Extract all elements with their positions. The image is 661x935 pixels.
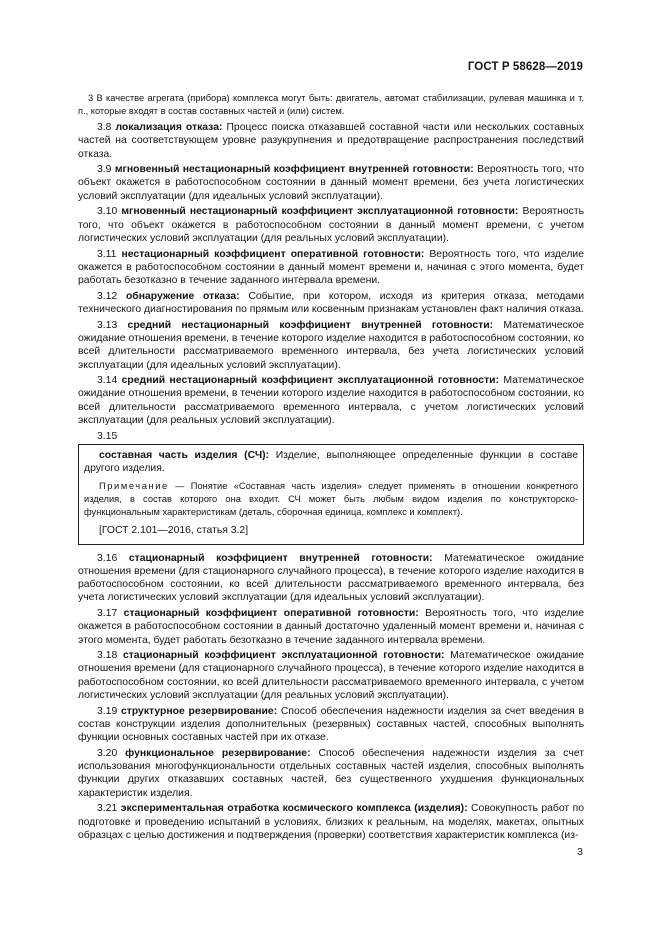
term-definition: Вероятность того, что изделие окажется в работоспособном состоянии в данный момент времени и, начиная с этого момента, будет работать безотказно в течение заданного интервала времени. xyxy=(78,248,584,287)
term-title: обнаружение отказа: xyxy=(125,290,240,302)
term-definition: Математическое ожидание отношения времени (для стационарного случайного процесса), в течение которого изделие находится в работоспособном состоянии, ко всей длительности рассматриваемого временного интервала, без учета логистических условий эксплуатации (для идеальных условий эксплуатации). xyxy=(78,552,584,604)
term-title: локализация отказа: xyxy=(115,122,223,133)
term-number: 3.20 xyxy=(97,747,118,759)
boxed-note xyxy=(84,480,578,518)
page-number: 3 xyxy=(577,846,583,858)
term-entry xyxy=(78,607,584,647)
term-title: нестационарный коэффициент оперативной готовности: xyxy=(121,248,425,260)
term-number: 3.19 xyxy=(97,705,118,717)
source-reference: [ГОСТ 2.101—2016, статья 3.2] xyxy=(99,525,249,537)
term-number: 3.10 xyxy=(97,206,118,218)
term-number: 3.13 xyxy=(97,319,118,331)
term-title: экспериментальная отработка космического комплекса (изделия): xyxy=(120,803,468,815)
definition-box xyxy=(78,444,584,545)
term-definition: Вероятность того, что объект окажется в работоспособном состоянии в данный момент времени, с учетом логистических условий эксплуатации (для реальных условий эксплуатации). xyxy=(78,206,584,244)
term-definition: Вероятность того, что объект окажется в работоспособном состоянии в данный момент времени, без учета логистических условий эксплуатации (для идеальных условий эксплуатации). xyxy=(78,164,584,202)
note-label: Примечание xyxy=(99,481,169,492)
term-title: функциональное резервирование: xyxy=(125,747,311,759)
term-title: стационарный коэффициент оперативной готовности: xyxy=(123,607,419,619)
term-entry xyxy=(78,552,584,605)
term-entry xyxy=(78,121,584,161)
term-number: 3.11 xyxy=(97,248,117,260)
term-entry xyxy=(78,319,584,372)
term-definition: Вероятность того, что изделие окажется в работоспособном состоянии в данный достаточно удаленный момент времени и, начиная с этого момента, будет работать безотказно в течение заданного интервала времени. xyxy=(78,607,584,646)
term-title: структурное резервирование: xyxy=(120,705,278,717)
term-definition: Математическое ожидание отношения времени, в течение которого изделие находится в работоспособном состоянии, ко всей длительности рассматриваемого временного интервала, без учета логистических условий эксплуатации (для идеальных условий эксплуатации). xyxy=(78,319,585,371)
term-entry xyxy=(78,290,584,317)
term-definition: Математическое ожидание отношения времени, в течении которого изделие находится в работоспособном состоянии, ко всей длительности рассматриваемого временного интервала, с учетом логистических условий эксплуатации (для реальных условий эксплуатации). xyxy=(78,375,585,427)
term-entry xyxy=(78,747,584,800)
term-entry xyxy=(78,163,584,203)
term-definition: Событие, при котором, исходя из критерия отказа, методами технического диагностирования по прямым или косвенным признакам установлен факт наличия отказа. xyxy=(78,290,585,316)
term-definition: Процесс поиска отказавшей составной части или нескольких составных частей на соответствующем уровне разукрупнения и предотвращение распространения последствий отказа. xyxy=(78,122,584,160)
term-entry xyxy=(78,802,584,842)
boxed-definition xyxy=(84,449,578,476)
document-code: ГОСТ Р 58628—2019 xyxy=(467,61,583,73)
term-number-3-15: 3.15 xyxy=(97,430,118,442)
term-number: 3.14 xyxy=(97,375,118,387)
term-definition: Способ обеспечения надежности изделия за счет введения в состав конструкции изделия дополнительных (резервных) составных частей, способных выполнять функции основных составных частей при их отказе. xyxy=(78,705,584,744)
term-entry xyxy=(78,649,584,702)
term-number: 3.16 xyxy=(97,552,118,564)
term-entry xyxy=(78,248,584,288)
term-number: 3.9 xyxy=(97,164,112,176)
term-number: 3.18 xyxy=(97,650,118,662)
term-definition: Совокупность работ по подготовке и проведению испытаний в условиях, близких к реальным, на моделях, макетах, опытных образцах с целью достижения и подтверждения (проверки) соответствия характеристик комплекса (из- xyxy=(78,803,585,841)
term-title: мгновенный нестационарный коэффициент эксплуатационной готовности: xyxy=(121,206,519,218)
term-title: средний нестационарный коэффициент внутренней готовности: xyxy=(127,319,494,331)
term-title: стационарный коэффициент эксплуатационной готовности: xyxy=(122,650,445,662)
term-entry xyxy=(78,374,584,427)
term-number: 3.21 xyxy=(97,803,118,815)
note-3: 3 В качестве агрегата (прибора) комплекса могут быть: двигатель, автомат стабилизации, рулевая машинка и т. п., которые входят в состав составных частей и (или) систем. xyxy=(78,93,584,116)
body-text xyxy=(78,121,584,845)
term-number: 3.17 xyxy=(97,607,118,619)
term-definition: Математическое ожидание отношения времени (для стационарного случайного процесса), в течение которого изделие находится в работоспособном состоянии, ко всей длительности рассматриваемого временного интервала, с учетом логистических условий эксплуатации (для реальных условий эксплуатации). xyxy=(78,650,584,702)
term-number: 3.8 xyxy=(97,122,112,133)
boxed-term-title: составная часть изделия (СЧ): xyxy=(99,449,270,461)
term-entry xyxy=(78,705,584,745)
term-title: мгновенный нестационарный коэффициент внутренней готовности: xyxy=(114,164,474,176)
term-title: стационарный коэффициент внутренней готовности: xyxy=(128,552,433,564)
term-entry xyxy=(78,205,584,245)
boxed-term-definition: Изделие, выполняющее определенные функции в составе другого изделия. xyxy=(84,449,578,475)
term-definition: Способ обеспечения надежности изделия за счет использования многофункциональности отдельных составных частей изделия, способных выполнять функции других отказавших составных частей, без существенного ухудшения функциональных характеристик изделия. xyxy=(78,747,584,799)
note-text: — Понятие «Составная часть изделия» следует применять в отношении конкретного изделия, в состав которого она входит. СЧ может быть любым видом изделия по конструкторско-функциональным характеристикам (деталь, сборочная единица, комплекс и комплект). xyxy=(84,481,578,517)
term-number: 3.12 xyxy=(97,290,118,302)
term-title: средний нестационарный коэффициент эксплуатационной готовности: xyxy=(121,375,500,387)
